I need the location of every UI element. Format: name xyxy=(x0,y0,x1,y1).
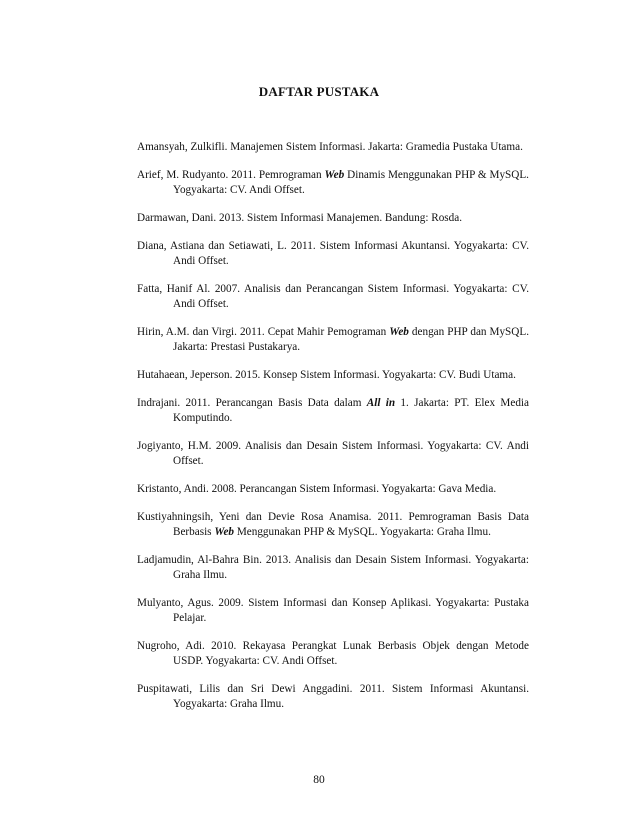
reference-text: Arief, M. Rudyanto. 2011. Pemrograman xyxy=(137,169,325,181)
reference-emphasis-text: All in xyxy=(366,397,396,409)
reference-text: Dinamis Menggunakan PHP & MySQL. Yogyakarta: CV. Andi Offset. xyxy=(173,169,529,196)
reference-text: Indrajani. 2011. Perancangan Basis Data dalam xyxy=(137,397,367,409)
reference-emphasis-text: Web xyxy=(324,169,345,181)
reference-text: Hirin, A.M. dan Virgi. 2011. Cepat Mahir Pemograman xyxy=(137,326,390,338)
page-number: 80 xyxy=(313,774,325,786)
reference-entry xyxy=(137,211,529,226)
reference-text: Amansyah, Zulkifli. Manajemen Sistem Informasi. Jakarta: Gramedia Pustaka Utama. xyxy=(137,141,523,153)
reference-entry xyxy=(137,510,529,540)
reference-entry xyxy=(137,282,529,312)
reference-text: Kustiyahningsih, Yeni dan Devie Rosa Anamisa. 2011. Pemrograman Basis Data Berbasis xyxy=(137,511,529,538)
reference-emphasis-text: Web xyxy=(389,326,409,338)
reference-text: dengan PHP dan MySQL. Jakarta: Prestasi Pustakarya. xyxy=(173,326,529,353)
reference-entry xyxy=(137,439,529,469)
reference-entry xyxy=(137,553,529,583)
page-title: DAFTAR PUSTAKA xyxy=(258,84,380,99)
reference-text: Darmawan, Dani. 2013. Sistem Informasi Manajemen. Bandung: Rosda. xyxy=(137,212,462,224)
reference-entry xyxy=(137,168,529,198)
reference-entry xyxy=(137,682,529,712)
reference-entry xyxy=(137,482,529,497)
reference-text: Nugroho, Adi. 2010. Rekayasa Perangkat Lunak Berbasis Objek dengan Metode USDP. Yogyakarta: CV. Andi Offset. xyxy=(137,640,529,667)
reference-entry xyxy=(137,639,529,669)
reference-text: Fatta, Hanif Al. 2007. Analisis dan Perancangan Sistem Informasi. Yogyakarta: CV. Andi Offset. xyxy=(137,283,529,310)
reference-text: Diana, Astiana dan Setiawati, L. 2011. Sistem Informasi Akuntansi. Yogyakarta: CV. Andi Offset. xyxy=(137,240,529,267)
reference-entry xyxy=(137,596,529,626)
reference-entry xyxy=(137,325,529,355)
reference-text: Ladjamudin, Al-Bahra Bin. 2013. Analisis dan Desain Sistem Informasi. Yogyakarta: Graha Ilmu. xyxy=(137,554,529,581)
reference-text: Jogiyanto, H.M. 2009. Analisis dan Desain Sistem Informasi. Yogyakarta: CV. Andi Offset. xyxy=(137,440,529,467)
reference-entry xyxy=(137,368,529,383)
reference-text: Mulyanto, Agus. 2009. Sistem Informasi dan Konsep Aplikasi. Yogyakarta: Pustaka Pelajar. xyxy=(137,597,529,624)
reference-text: Hutahaean, Jeperson. 2015. Konsep Sistem Informasi. Yogyakarta: CV. Budi Utama. xyxy=(137,369,516,381)
reference-entry xyxy=(137,140,529,155)
reference-text: Puspitawati, Lilis dan Sri Dewi Anggadini. 2011. Sistem Informasi Akuntansi. Yogyakarta: Graha Ilmu. xyxy=(137,683,529,710)
reference-text: Menggunakan PHP & MySQL. Yogyakarta: Graha Ilmu. xyxy=(234,526,491,538)
reference-text: Kristanto, Andi. 2008. Perancangan Sistem Informasi. Yogyakarta: Gava Media. xyxy=(137,483,497,495)
reference-entry xyxy=(137,239,529,269)
reference-text: 1. Jakarta: PT. Elex Media Komputindo. xyxy=(173,397,530,424)
reference-emphasis-text: Web xyxy=(214,526,235,538)
reference-list xyxy=(137,140,529,725)
reference-entry xyxy=(137,396,529,426)
